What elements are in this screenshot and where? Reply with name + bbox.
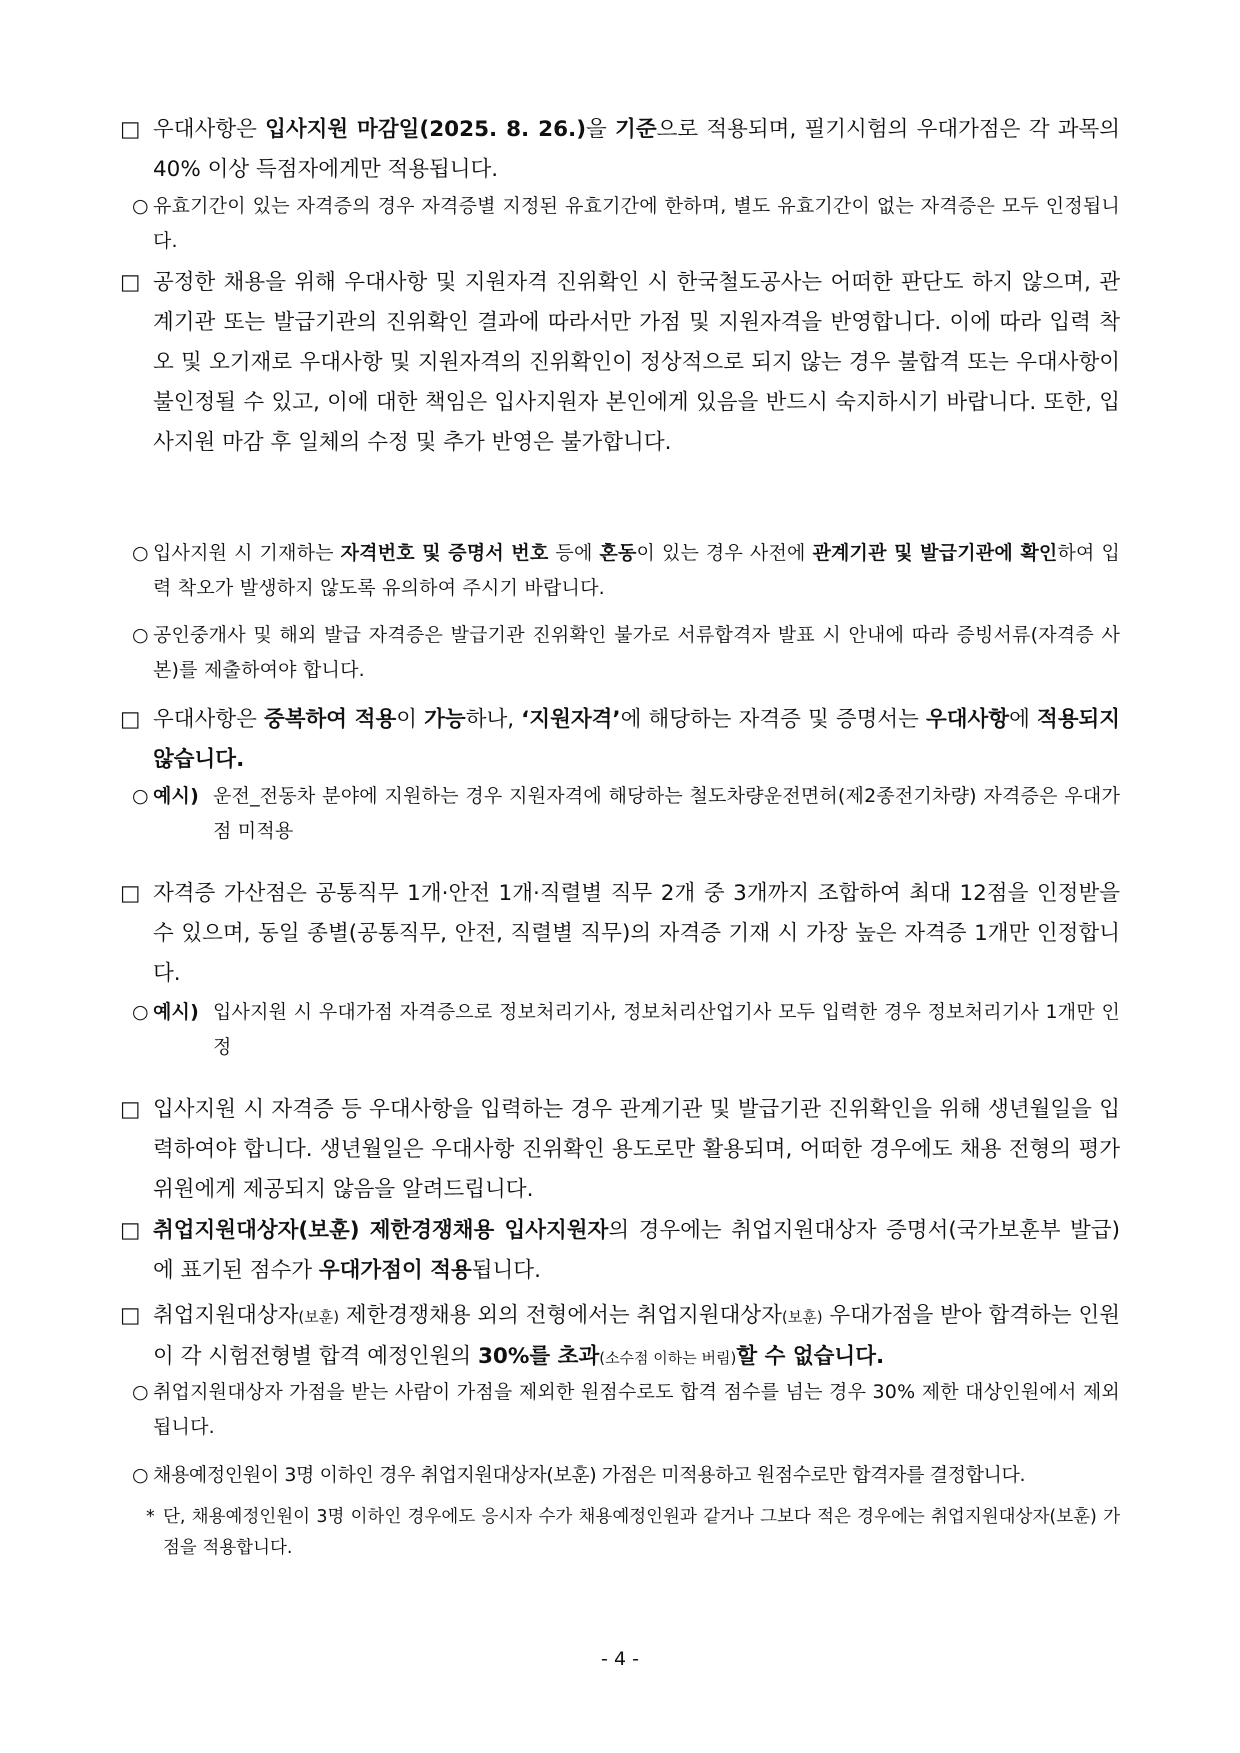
section-1-text: 우대사항은 입사지원 마감일(2025. 8. 26.)을 기준으로 적용되며, 필기시험의 우대가점은 각 과목의 40% 이상 득점자에게만 적용됩니다. [153, 117, 1121, 182]
asterisk-marker: * [146, 1507, 155, 1527]
section-4: □ 자격증 가산점은 공통직무 1개·안전 1개·직렬별 직무 2개 중 3개까지 조합하여 최대 12점을 인정받을 수 있으며, 동일 종별(공통직무, 안전, 직렬별 직무)의 자격증 기재 시 가장 높은 자격증 1개만 인정합니다. [120, 874, 1120, 994]
square-marker: □ [120, 707, 141, 732]
section-7-sub-2: ○ 채용예정인원이 3명 이하인 경우 취업지원대상자(보훈) 가점은 미적용하고 원점수로만 합격자를 결정합니다. [120, 1458, 1120, 1493]
section-2-sub-1: ○ 입사지원 시 기재하는 자격번호 및 증명서 번호 등에 혼동이 있는 경우 사전에 관계기관 및 발급기관에 확인하여 입력 착오가 발생하지 않도록 유의하여 주시기 바랍니다. [120, 536, 1120, 606]
section-2-sub-2: ○ 공인중개사 및 해외 발급 자격증은 발급기관 진위확인 불가로 서류합격자 발표 시 안내에 따라 증빙서류(자격증 사본)를 제출하여야 합니다. [120, 618, 1120, 688]
section-3-example: ○ 예시) 운전_전동차 분야에 지원하는 경우 지원자격에 해당하는 철도차량운전면허(제2종전기차량) 자격증은 우대가점 미적용 [120, 779, 1120, 849]
section-7-sub-1: ○ 취업지원대상자 가점을 받는 사람이 가점을 제외한 원점수로도 합격 점수를 넘는 경우 30% 제한 대상인원에서 제외됩니다. [120, 1375, 1120, 1445]
section-1 [120, 110, 1120, 190]
section-7-note: * 단, 채용예정인원이 3명 이하인 경우에도 응시자 수가 채용예정인원과 같거나 그보다 적은 경우에는 취업지원대상자(보훈) 가점을 적용합니다. [120, 1502, 1120, 1564]
circle-marker: ○ [132, 1381, 149, 1403]
section-1-sub-1: ○ 유효기간이 있는 자격증의 경우 자격증별 지정된 유효기간에 한하며, 별도 유효기간이 없는 자격증은 모두 인정됩니다. [120, 189, 1120, 259]
square-marker: □ [120, 1097, 141, 1122]
section-2: □ 공정한 채용을 위해 우대사항 및 지원자격 진위확인 시 한국철도공사는 어떠한 판단도 하지 않으며, 관계기관 또는 발급기관의 진위확인 결과에 따라서만 가점 및 지원자격을 반영합니다. 이에 따라 입력 착오 및 오기재로 우대사항 및 지원자격의 진위확인이 정상적으로 되지 않는 경우 불합격 또는 우대사항이 불인정될 수 있고, 이에 대한 책임은 입사지원자 본인에게 있음을 반드시 숙지하시기 바랍니다. 또한, 입사지원 마감 후 일체의 수정 및 추가 반영은 불가합니다. [120, 263, 1120, 463]
square-marker: □ [120, 881, 141, 906]
circle-marker: ○ [132, 1464, 149, 1486]
example-label: 예시) [153, 785, 199, 807]
square-marker: □ [120, 117, 141, 142]
square-marker: □ [120, 1218, 141, 1243]
page-number: - 4 - [601, 1648, 639, 1670]
section-3: □ 우대사항은 중복하여 적용이 가능하나, ‘지원자격’에 해당하는 자격증 및 증명서는 우대사항에 적용되지 않습니다. [120, 700, 1120, 780]
section-7: □ 취업지원대상자(보훈) 제한경쟁채용 외의 전형에서는 취업지원대상자(보훈) 우대가점을 받아 합격하는 인원이 각 시험전형별 합격 예정인원의 30%를 초과(소수점 이하는 버림)할 수 없습니다. [120, 1296, 1120, 1378]
square-marker: □ [120, 270, 141, 295]
example-label: 예시) [153, 1001, 199, 1023]
circle-marker: ○ [132, 785, 149, 807]
section-6: □ 취업지원대상자(보훈) 제한경쟁채용 입사지원자의 경우에는 취업지원대상자 증명서(국가보훈부 발급)에 표기된 점수가 우대가점이 적용됩니다. [120, 1211, 1120, 1291]
circle-marker: ○ [132, 1001, 149, 1023]
circle-marker: ○ [132, 542, 149, 564]
circle-marker: ○ [132, 195, 149, 217]
circle-marker: ○ [132, 624, 149, 646]
square-marker: □ [120, 1303, 141, 1328]
section-4-example: ○ 예시) 입사지원 시 우대가점 자격증으로 정보처리기사, 정보처리산업기사 모두 입력한 경우 정보처리기사 1개만 인정 [120, 995, 1120, 1065]
section-5: □ 입사지원 시 자격증 등 우대사항을 입력하는 경우 관계기관 및 발급기관 진위확인을 위해 생년월일을 입력하여야 합니다. 생년월일은 우대사항 진위확인 용도로만 활용되며, 어떠한 경우에도 채용 전형의 평가위원에게 제공되지 않음을 알려드립니다. [120, 1090, 1120, 1210]
